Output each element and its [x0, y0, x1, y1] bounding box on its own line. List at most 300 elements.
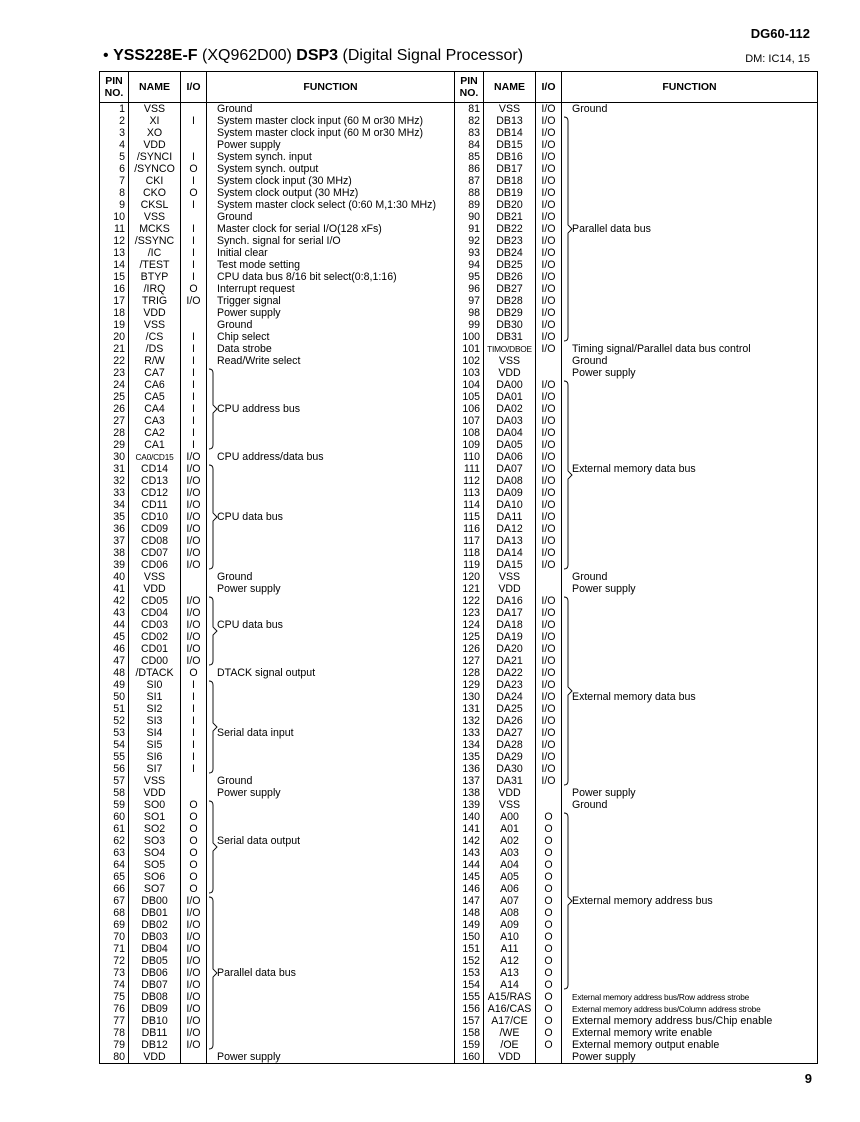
- pin-name: [129, 343, 181, 355]
- pin-io: [536, 379, 562, 391]
- table-row: [100, 787, 818, 799]
- pin-function: [562, 487, 818, 499]
- pin-number: [455, 811, 484, 823]
- pin-function: [207, 643, 455, 655]
- pin-number-text: 156: [462, 1003, 480, 1015]
- pin-io: [181, 475, 207, 487]
- pin-function-text: External memory write enable: [572, 1027, 713, 1039]
- pin-name-text: DB06: [141, 967, 168, 979]
- pin-number: [100, 643, 129, 655]
- table-row: [100, 127, 818, 139]
- pin-name: [484, 163, 536, 175]
- pin-io-text: I/O: [186, 991, 201, 1003]
- pin-name: [129, 295, 181, 307]
- pin-number: [455, 511, 484, 523]
- pin-name: [129, 487, 181, 499]
- table-row: [100, 379, 818, 391]
- pin-name: [129, 175, 181, 187]
- table-row: [100, 223, 818, 235]
- pin-function: [207, 775, 455, 787]
- pin-function: [207, 955, 455, 967]
- pin-function: [562, 451, 818, 463]
- pin-function: [207, 343, 455, 355]
- table-row: [100, 811, 818, 823]
- table-row: [100, 895, 818, 907]
- pin-name: [129, 127, 181, 139]
- pin-function: [562, 199, 818, 211]
- pin-number-text: 78: [113, 1027, 125, 1039]
- table-row: [100, 343, 818, 355]
- pin-number-text: 92: [468, 235, 480, 247]
- pin-io: [536, 955, 562, 967]
- pin-io-text: I/O: [186, 1003, 201, 1015]
- pin-number: [455, 775, 484, 787]
- pin-number: [100, 103, 129, 116]
- pin-function: [207, 283, 455, 295]
- pin-io: [536, 991, 562, 1003]
- pin-io-text: O: [544, 895, 553, 907]
- pin-function: [562, 139, 818, 151]
- pin-function: [562, 295, 818, 307]
- pin-name: [484, 883, 536, 895]
- pin-io: [536, 895, 562, 907]
- table-row: [100, 1051, 818, 1064]
- pin-io-text: I: [192, 271, 195, 283]
- pin-number: [455, 631, 484, 643]
- pin-number: [100, 883, 129, 895]
- pin-io-text: I/O: [186, 631, 201, 643]
- pin-function: [207, 451, 455, 463]
- table-row: [100, 583, 818, 595]
- pin-name-text: CKO: [143, 187, 166, 199]
- pin-number-text: 129: [462, 679, 480, 691]
- dm-reference: DM: IC14, 15: [745, 53, 810, 65]
- pin-function: [562, 391, 818, 403]
- pin-number-text: 86: [468, 163, 480, 175]
- pin-function: [207, 379, 455, 391]
- pin-io: [181, 319, 207, 331]
- pin-io-text: I/O: [541, 475, 556, 487]
- pin-name-text: CD01: [140, 643, 169, 655]
- pin-io: [536, 979, 562, 991]
- pin-number: [455, 931, 484, 943]
- pin-function: [207, 355, 455, 367]
- pin-function: [207, 583, 455, 595]
- pin-name: [129, 607, 181, 619]
- table-row: [100, 667, 818, 679]
- table-row: [100, 595, 818, 607]
- pin-function: [562, 1003, 818, 1015]
- pin-number-text: 18: [113, 307, 125, 319]
- pin-function: [562, 979, 818, 991]
- pin-name-text: VSS: [498, 571, 521, 583]
- pin-io-text: I/O: [541, 259, 556, 271]
- pin-number: [100, 439, 129, 451]
- pin-io-text: I: [192, 439, 195, 451]
- pin-function: [207, 667, 455, 679]
- pin-name-text: A09: [500, 919, 519, 931]
- pin-number: [455, 199, 484, 211]
- pin-number: [100, 499, 129, 511]
- pin-function: [207, 247, 455, 259]
- pin-name: [484, 907, 536, 919]
- pin-io: [181, 607, 207, 619]
- pin-function: [207, 607, 455, 619]
- pin-io-text: I/O: [541, 619, 556, 631]
- pin-number-text: 113: [463, 487, 480, 499]
- pin-number-text: 114: [463, 499, 480, 511]
- pin-io: [536, 919, 562, 931]
- pin-number: [455, 619, 484, 631]
- pin-name-text: CD05: [140, 595, 169, 607]
- pin-number: [455, 643, 484, 655]
- pin-number-text: 106: [462, 403, 480, 415]
- table-row: [100, 475, 818, 487]
- pin-number: [100, 271, 129, 283]
- pin-io-text: I/O: [186, 499, 201, 511]
- pin-name: [484, 319, 536, 331]
- pin-number: [455, 943, 484, 955]
- pin-name-text: SO0: [143, 799, 166, 811]
- table-row: [100, 295, 818, 307]
- pin-name-text: /DTACK: [135, 667, 174, 679]
- pin-name: [129, 667, 181, 679]
- pin-io-text: O: [189, 859, 198, 871]
- pin-number: [455, 919, 484, 931]
- pin-name-text: DA25: [496, 703, 523, 715]
- pin-name: [129, 991, 181, 1003]
- pin-io: [181, 163, 207, 175]
- pin-name: [129, 739, 181, 751]
- pin-number-text: 111: [463, 463, 480, 475]
- pin-number: [100, 763, 129, 775]
- pin-io-text: I/O: [186, 463, 201, 475]
- pin-io-text: I/O: [541, 739, 556, 751]
- pin-name-text: CD03: [140, 619, 169, 631]
- pin-function: [562, 859, 818, 871]
- pin-io: [536, 775, 562, 787]
- pin-number: [100, 379, 129, 391]
- pin-number: [455, 259, 484, 271]
- pin-name-text: VDD: [498, 787, 521, 799]
- table-row: [100, 163, 818, 175]
- pin-name-text: XI: [149, 115, 160, 127]
- pin-io: [181, 487, 207, 499]
- document-code: DG60-112: [750, 26, 810, 41]
- pin-number: [455, 967, 484, 979]
- pin-number-text: 116: [463, 523, 480, 535]
- pin-name: [484, 355, 536, 367]
- pin-number-text: 37: [113, 535, 125, 547]
- pin-number: [100, 583, 129, 595]
- pin-io: [536, 187, 562, 199]
- pin-name: [129, 355, 181, 367]
- pin-name-text: A00: [500, 811, 519, 823]
- pin-io-text: I/O: [186, 523, 201, 535]
- pin-io-text: I/O: [541, 511, 556, 523]
- pin-name: [129, 331, 181, 343]
- pin-io: [536, 235, 562, 247]
- pin-io: [536, 571, 562, 583]
- pin-number-text: 140: [462, 811, 480, 823]
- pin-number: [100, 679, 129, 691]
- pin-number-text: 12: [113, 235, 125, 247]
- pin-name-text: CA7: [144, 367, 165, 379]
- pin-io: [536, 511, 562, 523]
- pin-io: [181, 835, 207, 847]
- pin-function: [562, 559, 818, 571]
- pin-io: [181, 1051, 207, 1064]
- pin-name: [484, 607, 536, 619]
- table-row: [100, 991, 818, 1003]
- pin-number-text: 121: [462, 583, 480, 595]
- pin-io: [536, 967, 562, 979]
- pin-io: [181, 571, 207, 583]
- pin-io-text: I/O: [541, 523, 556, 535]
- pin-number: [100, 535, 129, 547]
- pin-function-text: Ground: [572, 571, 608, 583]
- pin-io-text: I/O: [541, 535, 556, 547]
- pin-io-text: I/O: [541, 283, 556, 295]
- pin-name: [484, 511, 536, 523]
- pin-function: [562, 247, 818, 259]
- pin-number-text: 75: [113, 991, 125, 1003]
- col-name-right: NAME: [484, 72, 536, 103]
- pin-function: [562, 175, 818, 187]
- pin-function-text: System clock input (30 MHz): [217, 175, 352, 187]
- pin-number: [455, 1051, 484, 1064]
- pin-name-text: DA18: [496, 619, 523, 631]
- pin-number-text: 141: [462, 823, 480, 835]
- pin-number-text: 90: [468, 211, 480, 223]
- pin-io: [536, 163, 562, 175]
- pin-function: [562, 1051, 818, 1064]
- pin-number-text: 32: [113, 475, 125, 487]
- pin-name-text: A14: [500, 979, 519, 991]
- pin-io-text: I/O: [186, 967, 201, 979]
- pin-number: [100, 571, 129, 583]
- pin-io: [181, 1039, 207, 1051]
- pin-io: [181, 799, 207, 811]
- pin-name-text: XO: [146, 127, 163, 139]
- pin-name-text: A07: [500, 895, 519, 907]
- pin-io: [536, 1003, 562, 1015]
- pin-function: [562, 259, 818, 271]
- pin-number-text: 60: [113, 811, 125, 823]
- pin-number: [455, 523, 484, 535]
- pin-function: [562, 379, 818, 391]
- pin-name: [129, 955, 181, 967]
- pin-io-text: I: [192, 355, 195, 367]
- pin-io: [181, 211, 207, 223]
- pin-io-text: I/O: [541, 415, 556, 427]
- pin-name-text: CD09: [140, 523, 169, 535]
- pin-io: [181, 955, 207, 967]
- pin-number-text: 10: [113, 211, 125, 223]
- pin-function: [207, 487, 455, 499]
- pin-name-text: VDD: [143, 583, 166, 595]
- pin-number-text: 117: [463, 535, 480, 547]
- pin-io-text: O: [189, 799, 198, 811]
- pin-name: [484, 331, 536, 343]
- pin-io-text: I/O: [541, 307, 556, 319]
- pin-io: [536, 835, 562, 847]
- pin-name-text: DA09: [496, 487, 523, 499]
- pin-function: [562, 715, 818, 727]
- pin-number-text: 131: [462, 703, 480, 715]
- pin-name-text: DA13: [496, 535, 523, 547]
- table-row: [100, 271, 818, 283]
- pin-name: [484, 967, 536, 979]
- pin-function-text: Power supply: [217, 787, 281, 799]
- pin-function: [207, 127, 455, 139]
- pin-number: [455, 163, 484, 175]
- pin-io: [536, 751, 562, 763]
- pin-io-text: I/O: [541, 655, 556, 667]
- pin-function-text: Ground: [217, 571, 253, 583]
- pin-number: [100, 487, 129, 499]
- pin-io: [181, 679, 207, 691]
- pin-io-text: I/O: [541, 391, 556, 403]
- pin-function: [207, 115, 455, 127]
- pin-name: [129, 811, 181, 823]
- pin-name-text: CA4: [144, 403, 165, 415]
- pin-function-text: Power supply: [572, 583, 636, 595]
- pin-number: [455, 979, 484, 991]
- table-row: [100, 931, 818, 943]
- pin-io: [181, 871, 207, 883]
- pin-io-text: I/O: [186, 655, 201, 667]
- pin-number-text: 35: [113, 511, 125, 523]
- pin-number: [100, 199, 129, 211]
- table-row: [100, 199, 818, 211]
- pin-io-text: O: [544, 991, 553, 1003]
- pin-name-text: DA26: [496, 715, 523, 727]
- pin-io: [536, 883, 562, 895]
- pin-name-text: A15/RAS: [487, 991, 532, 1003]
- pin-function: [207, 1051, 455, 1064]
- table-row: [100, 955, 818, 967]
- pin-name-text: A05: [500, 871, 519, 883]
- pin-number-text: 127: [462, 655, 480, 667]
- pin-io-text: O: [544, 979, 553, 991]
- pin-function: [207, 103, 455, 116]
- pin-number: [455, 679, 484, 691]
- pin-number: [100, 691, 129, 703]
- pin-io: [536, 211, 562, 223]
- pin-name: [484, 991, 536, 1003]
- pin-number: [455, 283, 484, 295]
- pin-name-text: DB14: [496, 127, 523, 139]
- pin-name: [484, 475, 536, 487]
- pin-name-text: DA06: [496, 451, 523, 463]
- pin-name-text: VDD: [143, 139, 166, 151]
- pin-number: [455, 655, 484, 667]
- pin-io-text: I/O: [186, 1015, 201, 1027]
- pin-number-text: 107: [462, 415, 480, 427]
- pin-name: [484, 1015, 536, 1027]
- pin-io: [536, 535, 562, 547]
- pin-io: [536, 175, 562, 187]
- pin-function: [207, 883, 455, 895]
- pin-name-text: A08: [500, 907, 519, 919]
- pin-io-text: I/O: [541, 379, 556, 391]
- pin-io-text: I/O: [186, 955, 201, 967]
- pin-name: [129, 463, 181, 475]
- pin-name-text: DB31: [496, 331, 523, 343]
- pin-function-text: Serial data output: [217, 835, 301, 847]
- pin-number-text: 123: [462, 607, 480, 619]
- pin-io: [536, 103, 562, 116]
- pin-name: [484, 739, 536, 751]
- pin-name-text: DA30: [496, 763, 523, 775]
- pin-number-text: 155: [462, 991, 480, 1003]
- pin-io-text: O: [544, 931, 553, 943]
- pin-number-text: 136: [462, 763, 480, 775]
- table-row: [100, 247, 818, 259]
- pin-name-text: CD04: [140, 607, 169, 619]
- pin-io: [536, 943, 562, 955]
- pin-number: [100, 175, 129, 187]
- pin-function: [562, 115, 818, 127]
- pin-number: [100, 799, 129, 811]
- pin-function: [207, 715, 455, 727]
- pin-name-text: A12: [500, 955, 519, 967]
- pin-io-text: O: [189, 187, 198, 199]
- pin-io-text: O: [544, 811, 553, 823]
- pin-io-text: I/O: [186, 547, 201, 559]
- pin-io: [181, 187, 207, 199]
- pin-number-text: 53: [113, 727, 125, 739]
- pin-io: [181, 427, 207, 439]
- pin-number: [455, 295, 484, 307]
- pin-number: [100, 811, 129, 823]
- pin-name: [129, 1003, 181, 1015]
- pin-io: [536, 739, 562, 751]
- pin-number: [455, 379, 484, 391]
- pin-io: [181, 223, 207, 235]
- pin-number: [455, 115, 484, 127]
- pin-function: [562, 583, 818, 595]
- pin-name: [129, 631, 181, 643]
- pin-number-text: 56: [113, 763, 125, 775]
- pin-name-text: VSS: [143, 319, 166, 331]
- table-row: [100, 151, 818, 163]
- pin-name: [484, 583, 536, 595]
- pin-number: [455, 211, 484, 223]
- pin-io: [181, 991, 207, 1003]
- pin-io: [536, 415, 562, 427]
- pin-number-text: 138: [462, 787, 480, 799]
- table-row: [100, 847, 818, 859]
- pin-function: [207, 427, 455, 439]
- pin-number-text: 97: [468, 295, 480, 307]
- pin-io: [536, 463, 562, 475]
- pin-io-text: I/O: [541, 319, 556, 331]
- pin-io-text: I/O: [186, 607, 201, 619]
- pin-io-text: I/O: [541, 331, 556, 343]
- pin-name-text: DB09: [141, 1003, 168, 1015]
- pin-io: [536, 1027, 562, 1039]
- pin-name: [129, 859, 181, 871]
- pin-number: [455, 763, 484, 775]
- page-number: 9: [804, 1071, 812, 1086]
- pin-number: [455, 403, 484, 415]
- pin-number: [455, 499, 484, 511]
- pin-function: [207, 1039, 455, 1051]
- pin-name: [129, 1027, 181, 1039]
- pin-number: [100, 823, 129, 835]
